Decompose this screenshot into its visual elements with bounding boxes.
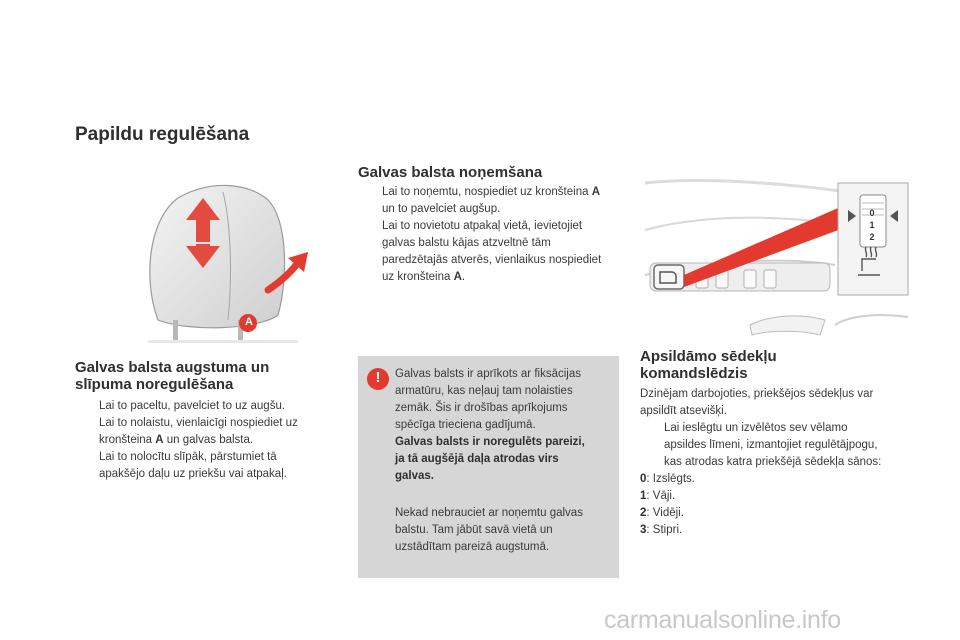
warning-box bbox=[358, 356, 619, 578]
section-heated-title: Apsildāmo sēdekļu komandslēdzis bbox=[640, 348, 777, 382]
list-item: 3: Stipri. bbox=[640, 524, 683, 536]
list-item: Lai to paceltu, pavelciet to uz augšu. bbox=[99, 400, 286, 412]
section-height-title: Galvas balsta augstuma un slīpuma noregulēšana bbox=[75, 359, 270, 393]
dial-label-2: 2 bbox=[869, 232, 875, 242]
warning-paragraph-1: Galvas balsts ir aprīkots ar fiksācijas armatūru, kas neļauj tam nolaisties zemāk. Šis ir drošības aprīkojums spēcīga trieciena gadījumā. bbox=[395, 368, 581, 431]
list-item: 0: Izslēgts. bbox=[640, 473, 695, 485]
list-item: Lai to noņemtu, nospiediet uz kronšteina A un to pavelciet augšup. bbox=[382, 186, 601, 215]
page-title: Papildu regulēšana bbox=[75, 124, 250, 145]
seat-heat-switch bbox=[654, 265, 684, 289]
list-item: Lai to nolocītu slīpāk, pārstumiet tā apakšējo daļu uz priekšu vai atpakaļ. bbox=[99, 451, 287, 480]
warning-paragraph-3: Nekad nebrauciet ar noņemtu galvas balstu. Tam jābūt savā vietā un uzstādītam pareizā augstumā. bbox=[395, 507, 583, 553]
warning-icon-glyph: ! bbox=[375, 369, 381, 386]
list-item: Lai to nolaistu, vienlaicīgi nospiediet uz kronšteina A un galvas balsta. bbox=[99, 417, 298, 446]
list-item: Lai ieslēgtu un izvēlētos sev vēlamo apsildes līmeni, izmantojiet regulētājpogu, bbox=[664, 422, 878, 451]
label-a-text: A bbox=[245, 316, 253, 328]
warning-text bbox=[395, 366, 610, 556]
dial-label-0: 0 bbox=[869, 208, 875, 218]
heat-levels bbox=[640, 471, 695, 539]
warning-paragraph-2: Galvas balsts ir noregulēts pareizi, ja tā augšējā daļa atrodas virs galvas. bbox=[395, 436, 585, 482]
list-item: 1: Vāji. bbox=[640, 490, 676, 502]
remove-bullets bbox=[358, 184, 623, 286]
watermark: carmanualsonline.info bbox=[604, 606, 841, 634]
section-remove-title: Galvas balsta noņemšana bbox=[358, 164, 543, 181]
heated-intro: Dzinējam darbojoties, priekšējos sēdekļus var apsildīt atsevišķi. bbox=[640, 388, 874, 417]
heated-bullets bbox=[640, 420, 920, 454]
heated-b1-line3-visible: kas atrodas katra priekšējā sēdekļa sānos: bbox=[664, 456, 882, 468]
dial-label-1: 1 bbox=[869, 220, 875, 230]
list-item: 2: Vidēji. bbox=[640, 507, 684, 519]
headrest-illustration bbox=[138, 180, 318, 345]
seat-heating-illustration bbox=[640, 175, 910, 340]
list-item: Lai to novietotu atpakaļ vietā, ievietojiet galvas balstu kājas atzveltnē tām paredzētajās atverēs, vienlaikus nospiediet uz kronšteina A. bbox=[382, 220, 602, 283]
height-bullets bbox=[75, 398, 335, 483]
